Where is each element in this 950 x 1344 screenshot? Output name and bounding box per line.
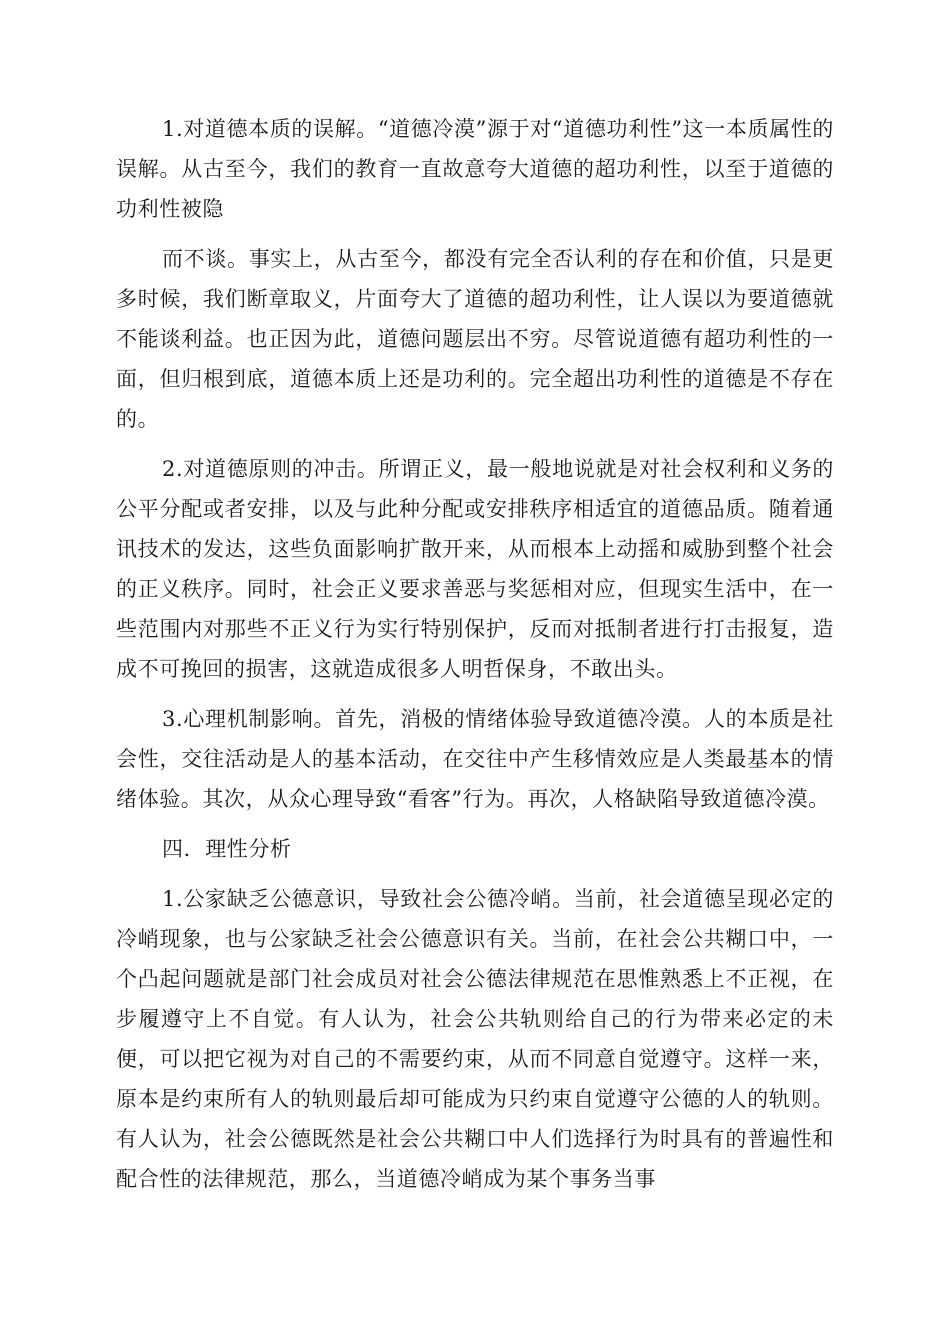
paragraph-moral-principles: 2.对道德原则的冲击。所谓正义，最一般地说就是对社会权利和义务的公平分配或者安排，以及与此种分配或安排秩序相适宜的道德品质。随着通讯技术的发达，这些负面影响扩散开来，从而根本上动摇和威胁到整个社会的正义秩序。同时，社会正义要求善恶与奖惩相对应，但现实生活中，在一些范围内对那些不正义行为实行特别保护，反而对抵制者进行打击报复，造成不可挽回的损害，这就造成很多人明哲保身，不敢出头。	[116, 457, 834, 681]
document-page	[116, 109, 834, 1209]
paragraph-continuation: 而不谈。事实上，从古至今，都没有完全否认利的存在和价值，只是更多时候，我们断章取义，片面夸大了道德的超功利性，让人误以为要道德就不能谈利益。也正因为此，道德问题层出不穷。尽管说道德有超功利性的一面，但归根到底，道德本质上还是功利的。完全超出功利性的道德是不存在的。	[116, 247, 834, 431]
paragraph-psychological-mechanism: 3.心理机制影响。首先，消极的情绪体验导致道德冷漠。人的本质是社会性，交往活动是人的基本活动，在交往中产生移情效应是人类最基本的情绪体验。其次，从众心理导致“看客”行为。再次，人格缺陷导致道德冷漠。	[116, 707, 834, 811]
section-heading: 四．理性分析	[162, 837, 292, 861]
paragraph-public-morality: 1.公家缺乏公德意识，导致社会公德冷峭。当前，社会道德呈现必定的冷峭现象，也与公家缺乏社会公德意识有关。当前，在社会公共糊口中，一个凸起问题就是部门社会成员对社会公德法律规范在思惟熟悉上不正视，在步履遵守上不自觉。有人认为，社会公共轨则给自己的行为带来必定的未便，可以把它视为对自己的不需要约束，从而不同意自觉遵守。这样一来，原本是约束所有人的轨则最后却可能成为只约束自觉遵守公德的人的轨则。有人认为，社会公德既然是社会公共糊口中人们选择行为时具有的普遍性和配合性的法律规范，那么，当道德冷峭成为某个事务当事	[116, 887, 834, 1191]
paragraph-moral-essence: 1.对道德本质的误解。“道德冷漠”源于对“道德功利性”这一本质属性的误解。从古至今，我们的教育一直故意夸大道德的超功利性，以至于道德的功利性被隐	[116, 117, 834, 221]
